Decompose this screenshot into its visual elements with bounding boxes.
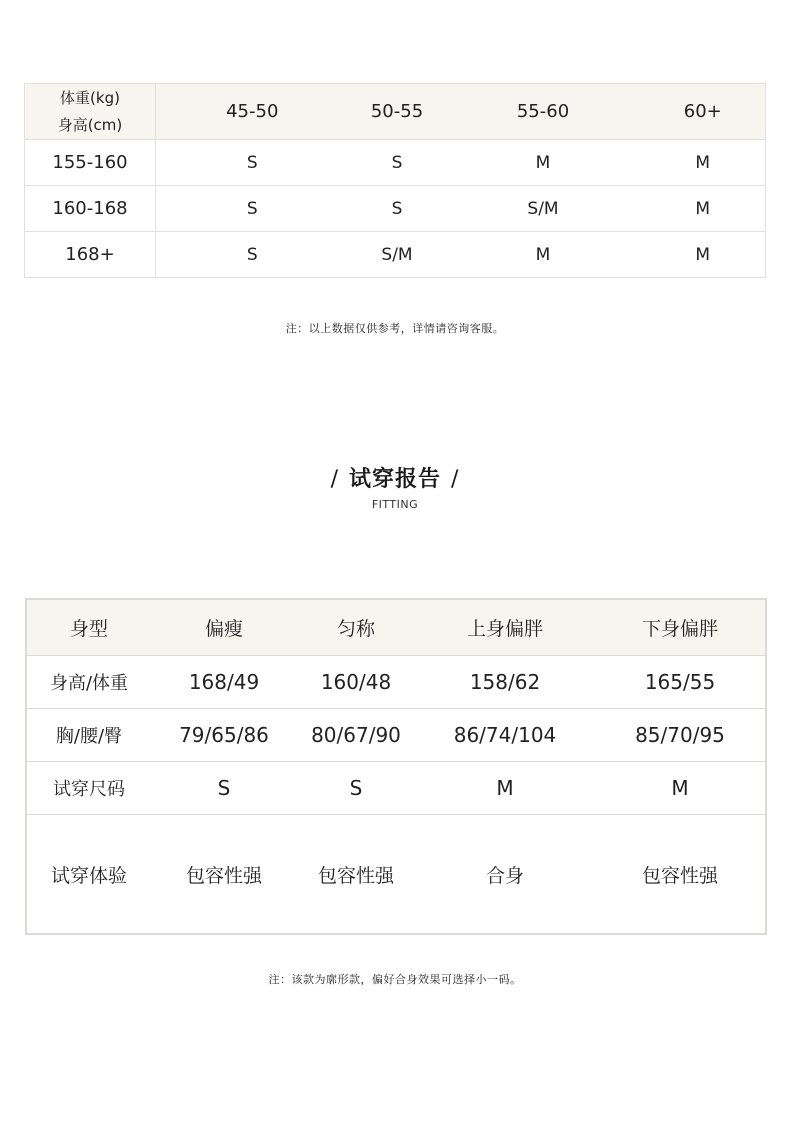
fitting-cell: 包容性强 xyxy=(151,815,297,935)
fitting-header-cell: 偏瘦 xyxy=(151,599,297,656)
height-axis-label: 身高(cm) xyxy=(57,115,123,134)
fitting-cell: 165/55 xyxy=(595,656,766,709)
fitting-header-cell: 身型 xyxy=(26,599,151,656)
title-slash-right: / xyxy=(451,467,460,492)
height-row-header: 155-160 xyxy=(25,140,156,186)
size-chart-row xyxy=(25,186,766,232)
fitting-header-row xyxy=(26,599,766,656)
fitting-cell: 80/67/90 xyxy=(297,709,415,762)
weight-column-header: 45-50 xyxy=(156,84,349,140)
fitting-cell: 合身 xyxy=(415,815,595,935)
fitting-cell: 包容性强 xyxy=(595,815,766,935)
height-row-header: 168+ xyxy=(25,232,156,278)
fitting-note: 注：该款为廓形款，偏好合身效果可选择小一码。 xyxy=(268,973,522,986)
fitting-cell: M xyxy=(415,762,595,815)
fitting-cell: S xyxy=(151,762,297,815)
fitting-cell: 79/65/86 xyxy=(151,709,297,762)
size-chart-row xyxy=(25,140,766,186)
size-cell: M xyxy=(446,140,641,186)
height-row-header: 160-168 xyxy=(25,186,156,232)
weight-column-header: 55-60 xyxy=(446,84,641,140)
fitting-header-cell: 上身偏胖 xyxy=(415,599,595,656)
fitting-cell: 85/70/95 xyxy=(595,709,766,762)
size-cell: S xyxy=(156,186,349,232)
fitting-row xyxy=(26,709,766,762)
fitting-row xyxy=(26,762,766,815)
fitting-cell: 86/74/104 xyxy=(415,709,595,762)
fitting-cell: M xyxy=(595,762,766,815)
title-slash-left: / xyxy=(330,467,339,492)
fitting-row xyxy=(26,656,766,709)
fitting-header-cell: 下身偏胖 xyxy=(595,599,766,656)
fitting-row-label: 试穿尺码 xyxy=(26,762,151,815)
size-chart-note: 注：以上数据仅供参考，详情请咨询客服。 xyxy=(285,322,505,335)
size-chart-table xyxy=(24,83,766,278)
size-cell: S xyxy=(349,140,446,186)
fitting-cell: 158/62 xyxy=(415,656,595,709)
fitting-section-title xyxy=(0,462,790,493)
fitting-row-label: 胸/腰/臀 xyxy=(26,709,151,762)
size-cell: M xyxy=(641,232,766,278)
size-cell: S xyxy=(156,140,349,186)
fitting-row xyxy=(26,815,766,935)
size-chart-header-row xyxy=(25,84,766,140)
fitting-cell: 包容性强 xyxy=(297,815,415,935)
weight-column-header: 50-55 xyxy=(349,84,446,140)
size-cell: M xyxy=(446,232,641,278)
fitting-row-label: 试穿体验 xyxy=(26,815,151,935)
fitting-header-cell: 匀称 xyxy=(297,599,415,656)
size-cell: S xyxy=(156,232,349,278)
size-cell: S/M xyxy=(349,232,446,278)
fitting-row-label: 身高/体重 xyxy=(26,656,151,709)
size-cell: M xyxy=(641,186,766,232)
size-cell: S xyxy=(349,186,446,232)
size-chart-corner-cell xyxy=(25,84,156,140)
size-cell: S/M xyxy=(446,186,641,232)
weight-column-header: 60+ xyxy=(641,84,766,140)
fitting-section-subtitle: FITTING xyxy=(371,498,419,511)
fitting-cell: 160/48 xyxy=(297,656,415,709)
fitting-cell: S xyxy=(297,762,415,815)
weight-axis-label: 体重(kg) xyxy=(60,88,120,107)
fitting-title-text: 试穿报告 xyxy=(348,467,441,492)
fitting-report-table xyxy=(25,598,767,935)
size-chart-row xyxy=(25,232,766,278)
fitting-cell: 168/49 xyxy=(151,656,297,709)
size-cell: M xyxy=(641,140,766,186)
